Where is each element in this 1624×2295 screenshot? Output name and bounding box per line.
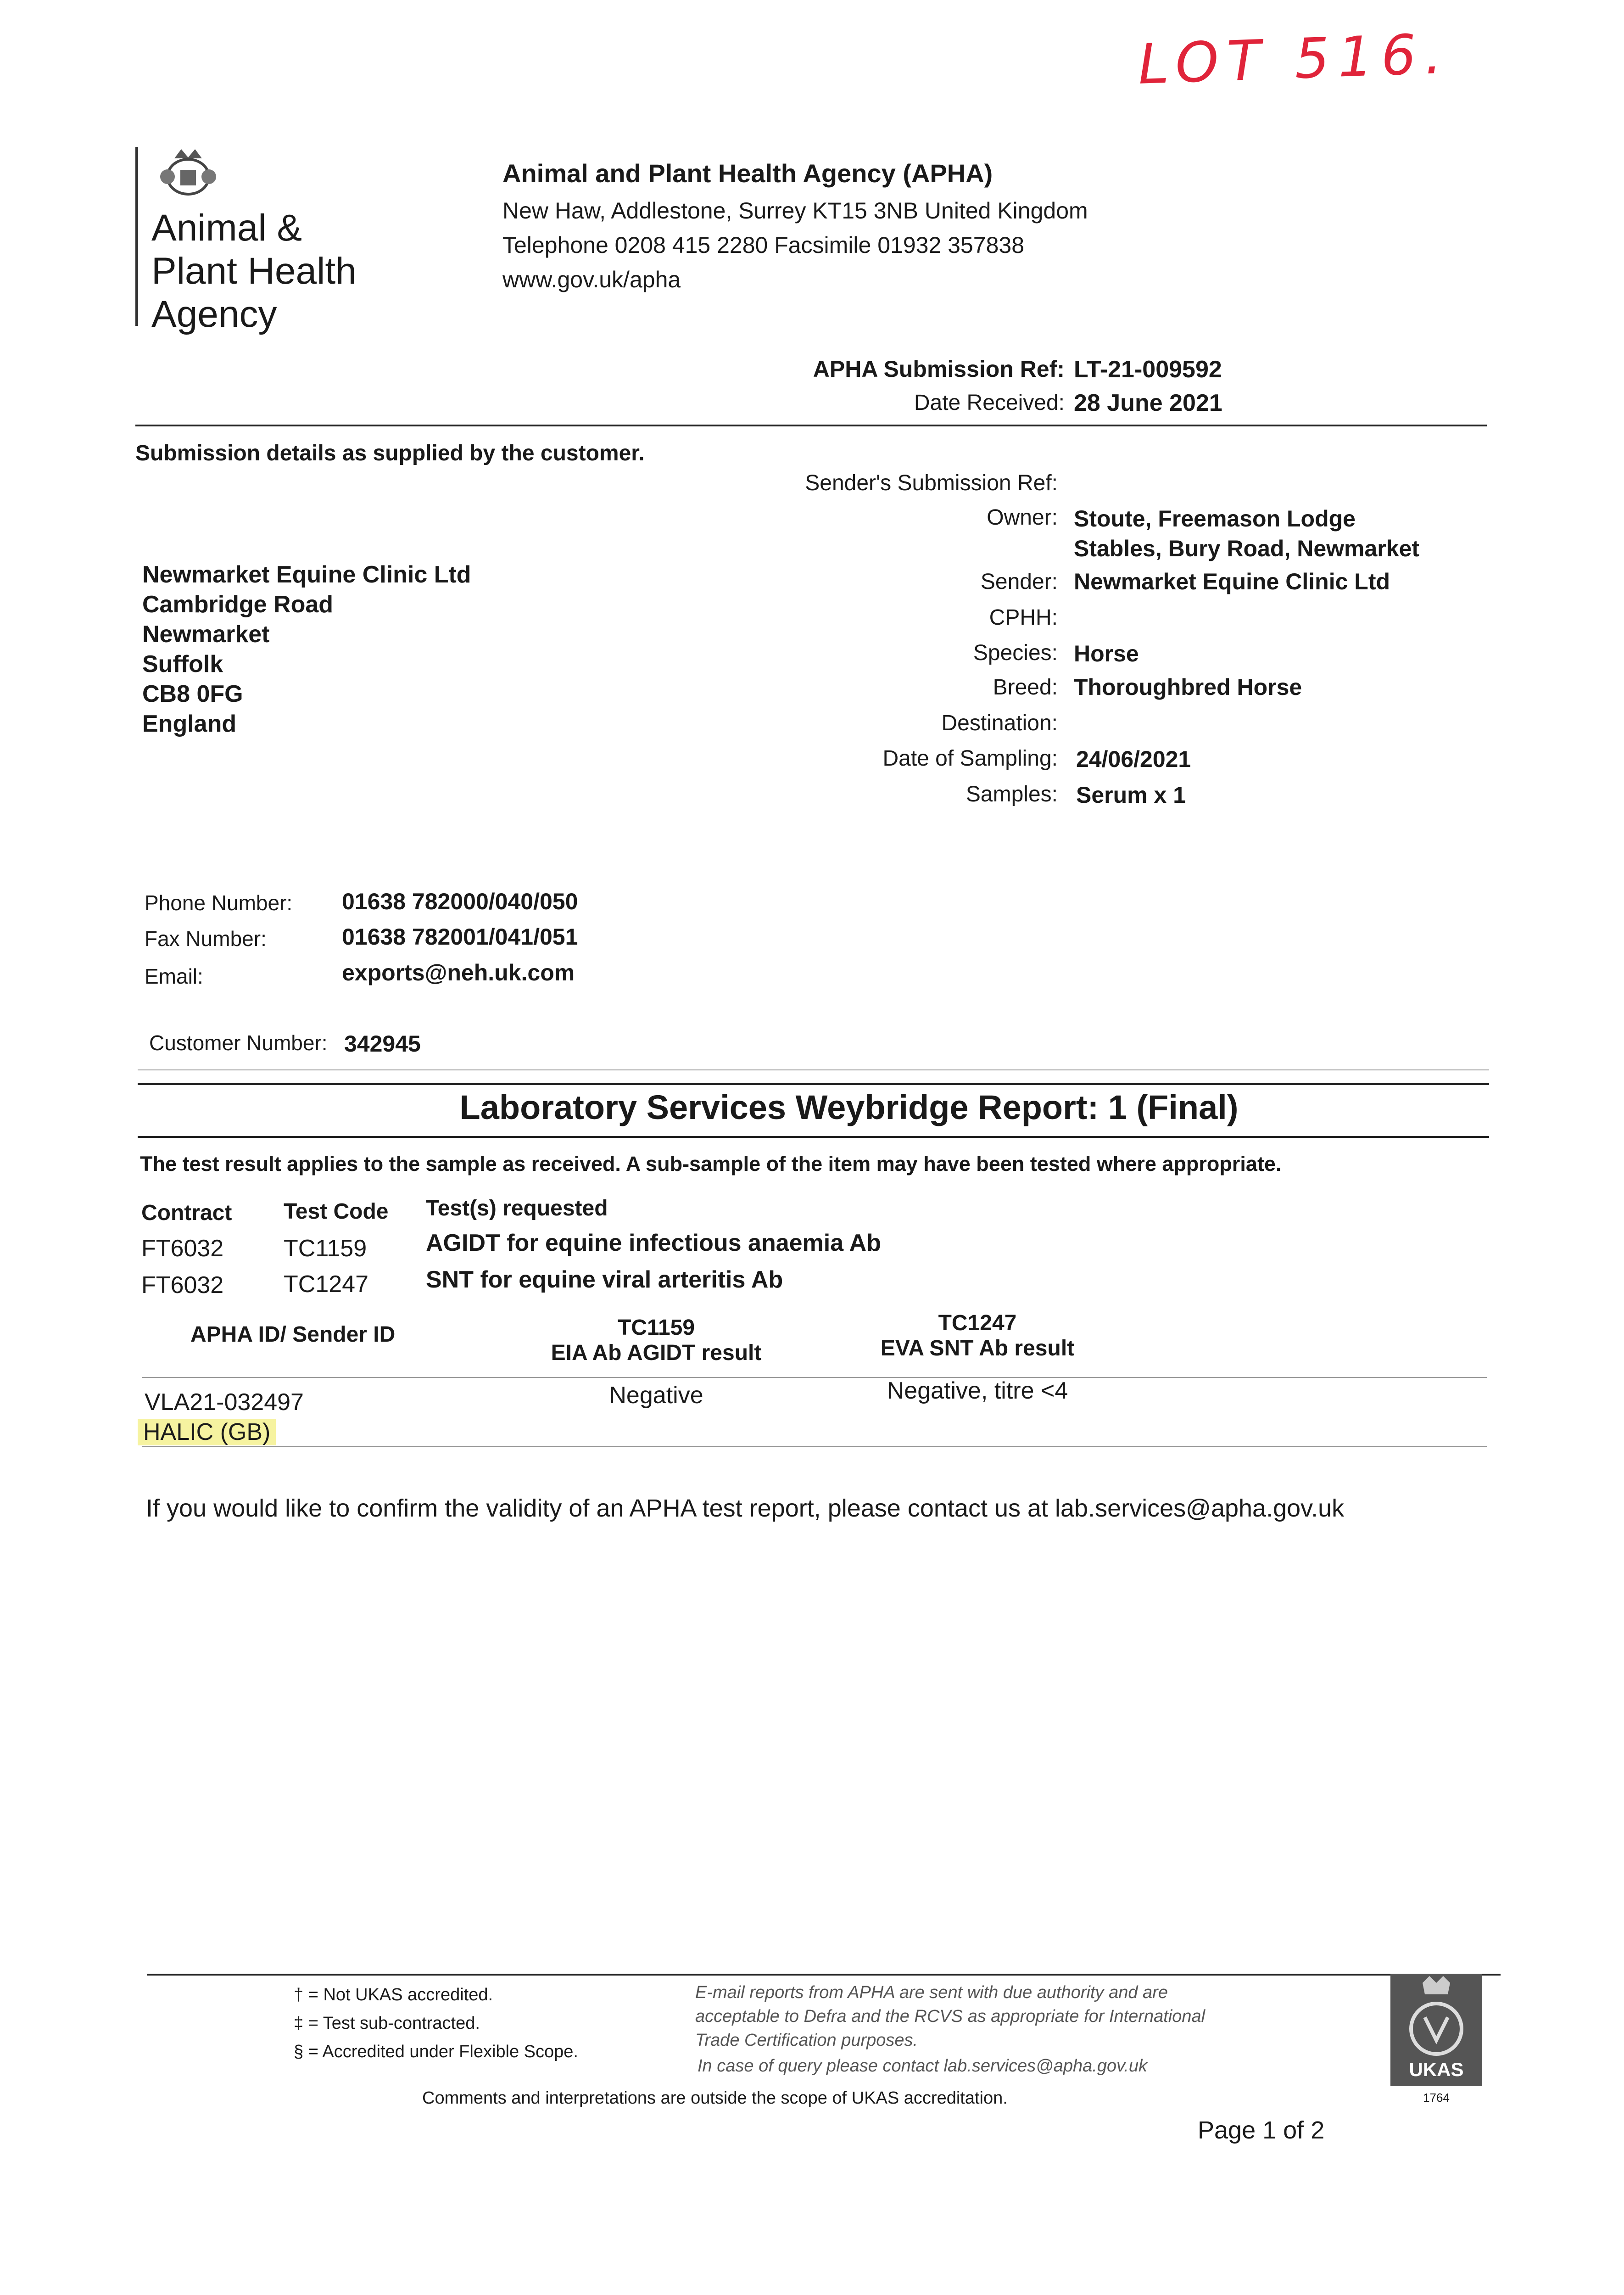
destination-label: Destination: (941, 711, 1058, 735)
address-line: CB8 0FG (142, 681, 243, 707)
royal-crest-icon (154, 145, 223, 202)
address-line: England (142, 711, 237, 737)
customer-number-label: Customer Number: (149, 1031, 328, 1055)
fax-value: 01638 782001/041/051 (342, 924, 578, 950)
test-code: TC1159 (284, 1235, 367, 1262)
email-label: Email: (145, 964, 203, 988)
cphh-label: CPHH: (989, 605, 1058, 630)
email-note (695, 1981, 1205, 2052)
apha-id-header: APHA ID/ Sender ID (190, 1322, 396, 1347)
ukas-badge-icon (1390, 1974, 1482, 2086)
table-divider (142, 1446, 1487, 1447)
phone-value: 01638 782000/040/050 (342, 889, 578, 914)
logo-line-1: Animal & (151, 207, 302, 249)
legend-not-ukas: † = Not UKAS accredited. (294, 1985, 493, 2004)
test-contract: FT6032 (141, 1272, 224, 1299)
eia-name: EIA Ab AGIDT result (551, 1341, 762, 1365)
email-value[interactable]: exports@neh.uk.com (342, 960, 575, 985)
species-label: Species: (973, 641, 1058, 665)
divider (138, 1136, 1489, 1138)
species-value: Horse (1074, 641, 1139, 666)
address-line: Newmarket Equine Clinic Ltd (142, 561, 471, 588)
customer-number-value: 342945 (344, 1031, 421, 1057)
date-received-label: Date Received: (914, 391, 1065, 415)
test-code: TC1247 (284, 1271, 368, 1298)
eia-code: TC1159 (617, 1315, 695, 1340)
agency-logo-text (151, 207, 357, 336)
samples-label: Samples: (965, 782, 1058, 806)
report-title: Laboratory Services Weybridge Report: 1 (Final) (459, 1088, 1239, 1126)
email-note-line-3: Trade Certification purposes. (695, 2031, 918, 2050)
owner-label: Owner: (987, 505, 1058, 530)
apha-id-value: VLA21-032497 (145, 1389, 304, 1416)
handwritten-lot-note: LOT 516. (1137, 22, 1451, 97)
email-note-line-2: acceptable to Defra and the RCVS as appropriate for International (695, 2007, 1205, 2026)
contract-header: Contract (141, 1201, 232, 1225)
test-contract: FT6032 (141, 1235, 224, 1262)
sample-note: The test result applies to the sample as received. A sub-sample of the item may have been tested where appropriate. (140, 1152, 1282, 1175)
phone-label: Phone Number: (145, 891, 293, 915)
owner-line-1: Stoute, Freemason Lodge (1074, 506, 1356, 532)
agency-address: New Haw, Addlestone, Surrey KT15 3NB United Kingdom (502, 198, 1088, 224)
test-code-header: Test Code (284, 1199, 389, 1224)
owner-line-2: Stables, Bury Road, Newmarket (1074, 536, 1420, 561)
customer-address (142, 560, 471, 739)
query-note: In case of query please contact lab.services@apha.gov.uk (698, 2056, 1147, 2076)
validity-note: If you would like to confirm the validity of an APHA test report, please contact us at lab.services@apha.gov.uk (146, 1495, 1345, 1522)
eva-result: Negative, titre <4 (887, 1377, 1068, 1404)
legend-flexible-scope: § = Accredited under Flexible Scope. (294, 2042, 578, 2061)
samples-value: Serum x 1 (1076, 782, 1186, 808)
breed-label: Breed: (993, 675, 1058, 700)
logo-divider (135, 147, 138, 326)
email-note-line-1: E-mail reports from APHA are sent with due authority and are (695, 1983, 1168, 2002)
fax-label: Fax Number: (145, 927, 267, 951)
breed-value: Thoroughbred Horse (1074, 674, 1302, 700)
address-line: Cambridge Road (142, 591, 334, 618)
eva-name: EVA SNT Ab result (880, 1336, 1075, 1360)
logo-line-3: Agency (151, 293, 277, 335)
eia-result: Negative (609, 1382, 703, 1409)
divider (138, 1069, 1489, 1070)
senders-ref-label: Sender's Submission Ref: (805, 471, 1058, 495)
address-line: Newmarket (142, 621, 270, 648)
sender-id-highlight: HALIC (GB) (138, 1419, 276, 1445)
submission-details-heading: Submission details as supplied by the customer. (135, 441, 645, 465)
eva-code: TC1247 (938, 1311, 1017, 1335)
address-line: Suffolk (142, 651, 223, 677)
tests-requested-header: Test(s) requested (426, 1196, 608, 1220)
accreditation-legend (294, 1981, 578, 2066)
legend-sub-contracted: ‡ = Test sub-contracted. (294, 2014, 480, 2033)
agency-website[interactable]: www.gov.uk/apha (502, 267, 681, 292)
ukas-label: UKAS (1409, 2059, 1464, 2080)
footer-divider (147, 1974, 1501, 1976)
divider (138, 1083, 1489, 1085)
ukas-scope-note: Comments and interpretations are outside the scope of UKAS accreditation. (422, 2088, 1008, 2108)
sender-label: Sender: (980, 570, 1058, 594)
date-of-sampling-label: Date of Sampling: (882, 746, 1058, 771)
eia-header (496, 1315, 817, 1366)
eva-header (817, 1310, 1138, 1361)
table-divider (142, 1377, 1487, 1378)
agency-phone-fax: Telephone 0208 415 2280 Facsimile 01932 357838 (502, 232, 1025, 258)
date-received-value: 28 June 2021 (1074, 390, 1222, 416)
test-requested: SNT for equine viral arteritis Ab (426, 1266, 783, 1293)
test-requested: AGIDT for equine infectious anaemia Ab (426, 1230, 881, 1256)
header-divider (135, 425, 1487, 426)
submission-ref-value: LT-21-009592 (1074, 356, 1222, 383)
agency-name: Animal and Plant Health Agency (APHA) (502, 159, 993, 188)
page-number: Page 1 of 2 (1198, 2116, 1325, 2144)
logo-line-2: Plant Health (151, 250, 357, 292)
ukas-number: 1764 (1423, 2091, 1450, 2105)
submission-ref-label: APHA Submission Ref: (813, 356, 1065, 382)
date-of-sampling-value: 24/06/2021 (1076, 746, 1191, 772)
sender-id-value (138, 1418, 276, 1446)
owner-value (1074, 504, 1419, 564)
sender-value: Newmarket Equine Clinic Ltd (1074, 569, 1390, 594)
